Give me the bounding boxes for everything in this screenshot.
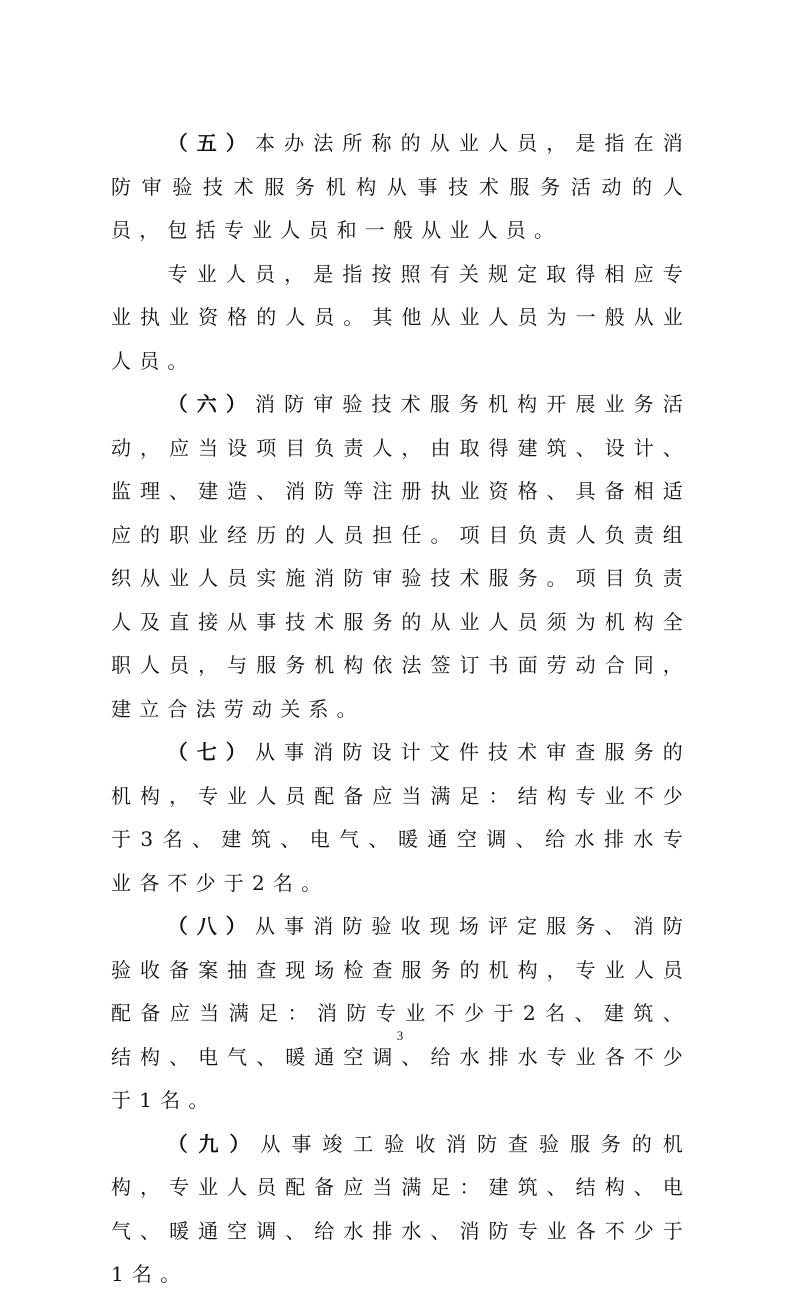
item-number: （九） <box>167 1131 261 1156</box>
paragraph-professional-staff-definition <box>111 253 691 384</box>
document-body <box>111 122 691 1297</box>
paragraph-item-6 <box>111 383 691 731</box>
item-number: （五） <box>167 131 255 155</box>
page-number: 3 <box>396 1028 404 1043</box>
paragraph-text: 本办法所称的从业人员，是指在消防审验技术服务机构从事技术服务活动的人员，包括专业人员和一般从业人员。 <box>111 131 691 242</box>
paragraph-item-9 <box>111 1123 691 1297</box>
paragraph-text: 从事竣工验收消防查验服务的机构，专业人员配备应当满足：建筑、结构、电气、暖通空调、给水排水、消防专业各不少于1名。 <box>111 1131 691 1286</box>
paragraph-item-8 <box>111 905 691 1123</box>
paragraph-text: 消防审验技术服务机构开展业务活动，应当设项目负责人，由取得建筑、设计、监理、建造、消防等注册执业资格、具备相适应的职业经历的人员担任。项目负责人负责组织从业人员实施消防审验技术服务。项目负责人及直接从事技术服务的从业人员须为机构全职人员，与服务机构依法签订书面劳动合同，建立合法劳动关系。 <box>111 392 691 721</box>
paragraph-item-7 <box>111 731 691 905</box>
paragraph-text: 专业人员，是指按照有关规定取得相应专业执业资格的人员。其他从业人员为一般从业人员。 <box>111 261 691 373</box>
paragraph-item-5 <box>111 122 691 253</box>
item-number: （七） <box>167 740 255 764</box>
item-number: （八） <box>167 914 255 938</box>
item-number: （六） <box>167 392 255 416</box>
paragraph-text: 从事消防验收现场评定服务、消防验收备案抽查现场检查服务的机构，专业人员配备应当满足：消防专业不少于2名、建筑、结构、电气、暖通空调、给水排水专业各不少于1名。 <box>111 914 691 1112</box>
paragraph-text: 从事消防设计文件技术审查服务的机构，专业人员配备应当满足：结构专业不少于3名、建筑、电气、暖通空调、给水排水专业各不少于2名。 <box>111 740 691 895</box>
